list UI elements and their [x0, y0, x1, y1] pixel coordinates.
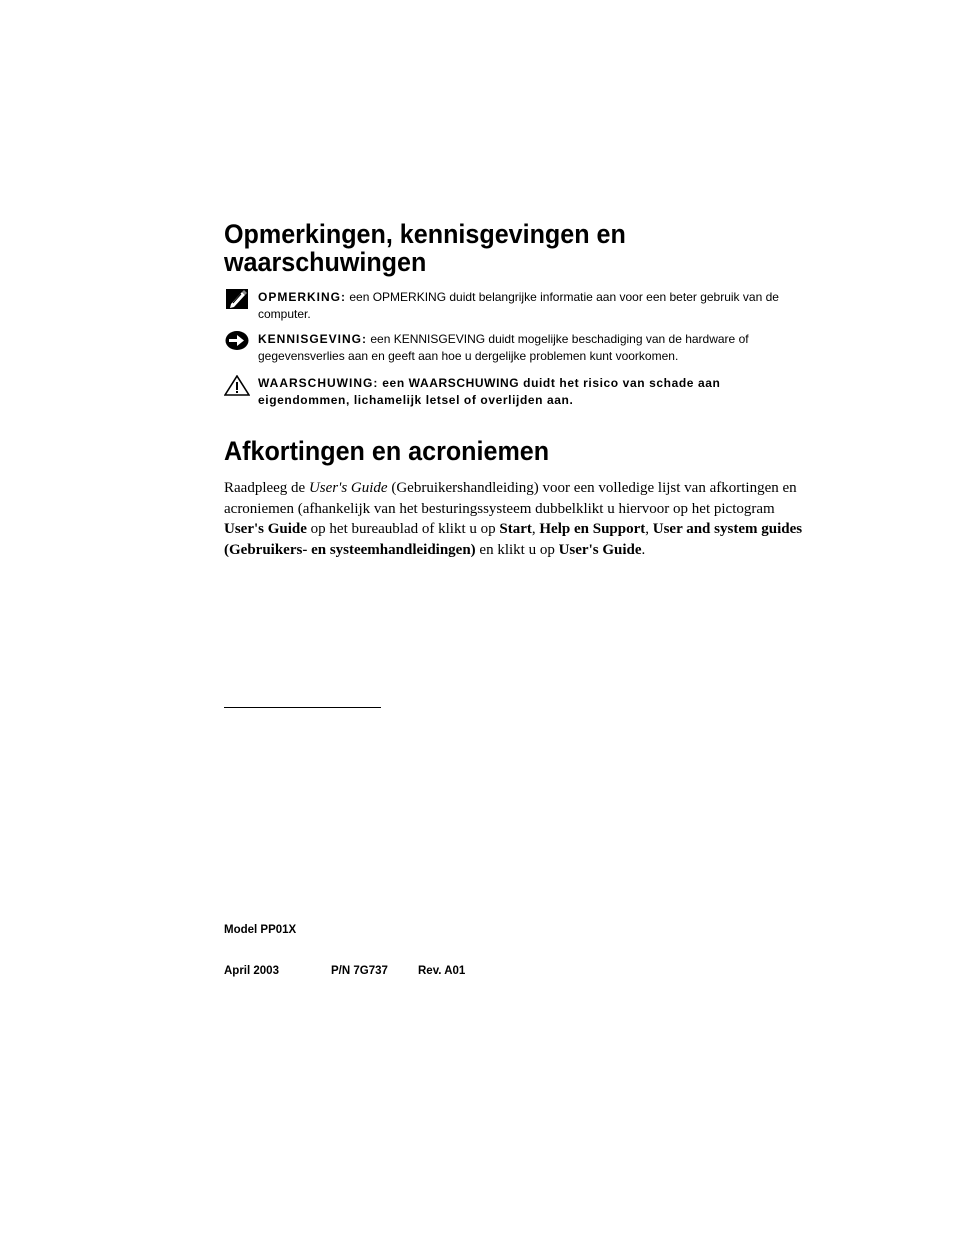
warning-triangle-icon: [224, 375, 250, 397]
model-number: Model PP01X: [224, 924, 297, 936]
paragraph-text: .: [641, 541, 646, 558]
arrow-circle-icon: [224, 331, 250, 353]
section-heading-abbreviations: Afkortingen en acroniemen: [224, 436, 550, 466]
ui-term-users-guide: User's Guide: [224, 521, 307, 537]
guide-title-italic: User's Guide: [308, 480, 388, 496]
notice-text: een KENNISGEVING duidt mogelijke beschadiging van de hardware of gegevensverlies aan en geeft aan hoe u dergelijke problemen kunt voorkomen.: [258, 332, 749, 363]
note-text: een OPMERKING duidt belangrijke informatie aan voor een beter gebruik van de computer.: [258, 290, 779, 321]
pencil-note-icon: [224, 289, 250, 311]
part-number: P/N 7G737: [331, 965, 388, 977]
paragraph-text: ,: [645, 521, 653, 537]
publication-date: April 2003: [224, 965, 279, 977]
paragraph-text: (Gebruikershandleiding) voor een volledige lijst van afkortingen en acroniemen (afhankelijk van het besturingssysteem dubbelklikt u hiervoor op het pictogram: [224, 480, 797, 517]
divider-rule: [224, 707, 381, 708]
ui-term-system-guides: User and system guides (Gebruikers- en systeemhandleidingen): [224, 521, 803, 558]
paragraph-text: op het bureaublad of klikt u op: [306, 521, 500, 537]
paragraph-text: en klikt u op: [475, 541, 559, 558]
notice-label: KENNISGEVING:: [258, 332, 368, 346]
note-label: OPMERKING:: [258, 290, 346, 304]
abbreviations-paragraph: [224, 478, 814, 560]
section-heading-notes: Opmerkingen, kennisgevingen en waarschuwingen: [224, 219, 626, 277]
paragraph-text: Raadpleeg de: [224, 480, 309, 496]
ui-term-users-guide-2: User's Guide: [558, 541, 642, 558]
caution-text: een WAARSCHUWING duidt het risico van schade aan eigendommen, lichamelijk letsel of overlijden aan.: [258, 376, 721, 407]
ui-term-start: Start: [499, 521, 532, 537]
paragraph-text: ,: [531, 521, 540, 537]
revision: Rev. A01: [418, 965, 466, 977]
ui-term-help-support: Help en Support: [539, 521, 646, 537]
caution-label: WAARSCHUWING:: [258, 376, 379, 390]
